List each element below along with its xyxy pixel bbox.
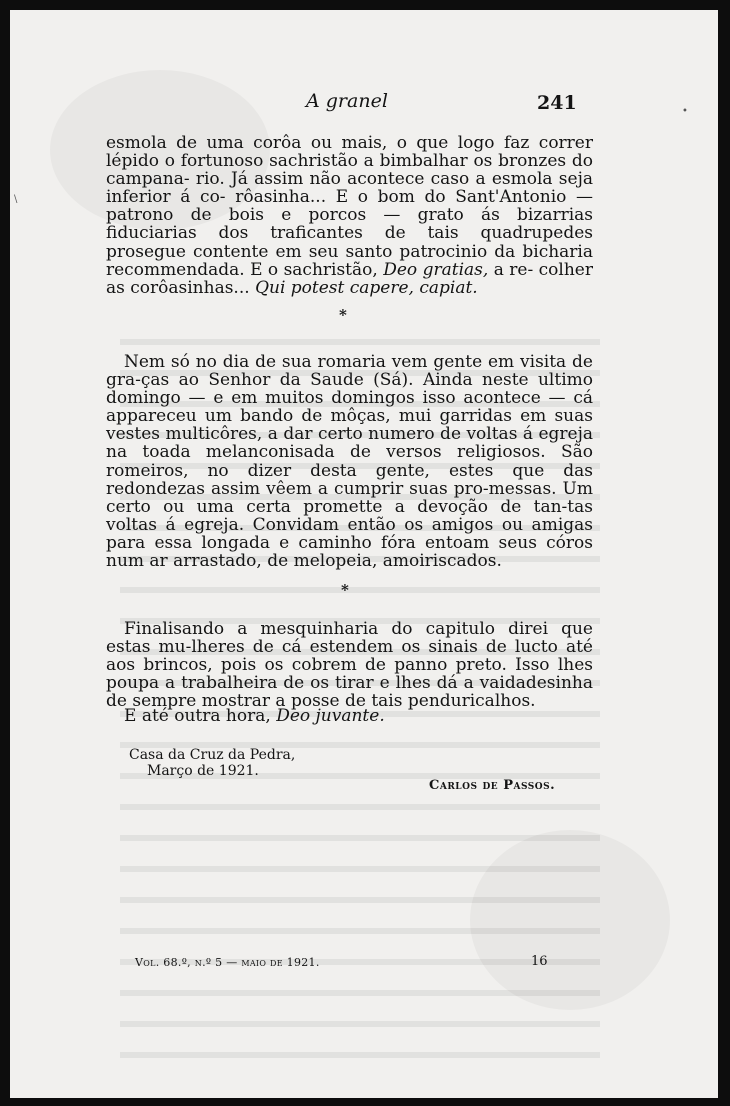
p1-line: a re- (493, 259, 534, 280)
paragraph-1 (106, 134, 593, 297)
running-title: A granel (306, 90, 388, 112)
speck-mark: • (682, 106, 688, 117)
p1-italic-phrase: Qui potest capere, capiat. (255, 277, 478, 298)
p1-line: rôasinha... E o bom do Sant'Antonio — patrono de bois e (106, 187, 594, 226)
place-line: Casa da Cruz da Pedra, (129, 747, 296, 763)
date-line: Março de 1921. (147, 763, 259, 779)
p1-line: quadrupedes prosegue contente em seu santo patrocinio da (106, 223, 593, 262)
place-and-date (129, 747, 295, 779)
paragraph-3: Finalisando a mesquinharia do capitulo direi que estas mu-lheres de cá estendem os sinais de lucto até aos brincos, pois os cobrem de panno preto. Isso lhes poupa a trabalheira de os tirar e lhes dá a vaidadesinha de sempre mostrar a posse de tais penduricalhos. (106, 619, 593, 712)
closing-text: E até outra hora, (124, 706, 271, 726)
speck-mark: \ (14, 194, 18, 205)
closing-line (124, 706, 385, 726)
p1-line: bicharia recommendada. E o sachristão, (106, 241, 593, 280)
p1-line: esmola de uma corôa ou mais, o que logo faz correr lépido (106, 133, 593, 172)
section-separator: * (339, 306, 347, 324)
signature-mark: 16 (531, 954, 548, 969)
page-number: 241 (537, 92, 577, 114)
p1-line: porcos — grato ás bizarrias fiduciarias dos traficantes de tais (106, 205, 594, 244)
page-header (10, 90, 718, 120)
p1-line: o fortunoso sachristão a bimbalhar os bronzes do campana- (106, 151, 593, 190)
volume-reference: Vol. 68.º, n.º 5 — maio de 1921. (135, 956, 320, 969)
p1-line: rio. Já assim não acontece caso a esmola seja inferior á co- (106, 169, 593, 208)
author-signature: Carlos de Passos. (429, 778, 556, 793)
closing-italic: Deo juvante. (276, 706, 385, 726)
paper-sheet (10, 10, 718, 1098)
p1-line: colher as corôasinhas... (106, 259, 593, 298)
paragraph-2: Nem só no dia de sua romaria vem gente em visita de gra-ças ao Senhor da Saude (Sá). Ainda neste ultimo domingo — e em muitos domingos isso acontece — cá appareceu um bando de môças, mui garridas em suas vestes multicôres, a dar certo numero de voltas á egreja na toada melanconisada de versos religiosos. São romeiros, no dizer desta gente, estes que das redondezas assim vêem a cumprir suas pro-messas. Um certo ou uma certa promette a devoção de tan-tas voltas á egreja. Convidam então os amigos ou amigas para essa longada e caminho fóra entoam seus córos num ar arrastado, de melopeia, amoiriscados. (106, 352, 593, 572)
section-separator: * (341, 581, 349, 599)
p1-italic-phrase: Deo gratias, (383, 259, 489, 280)
